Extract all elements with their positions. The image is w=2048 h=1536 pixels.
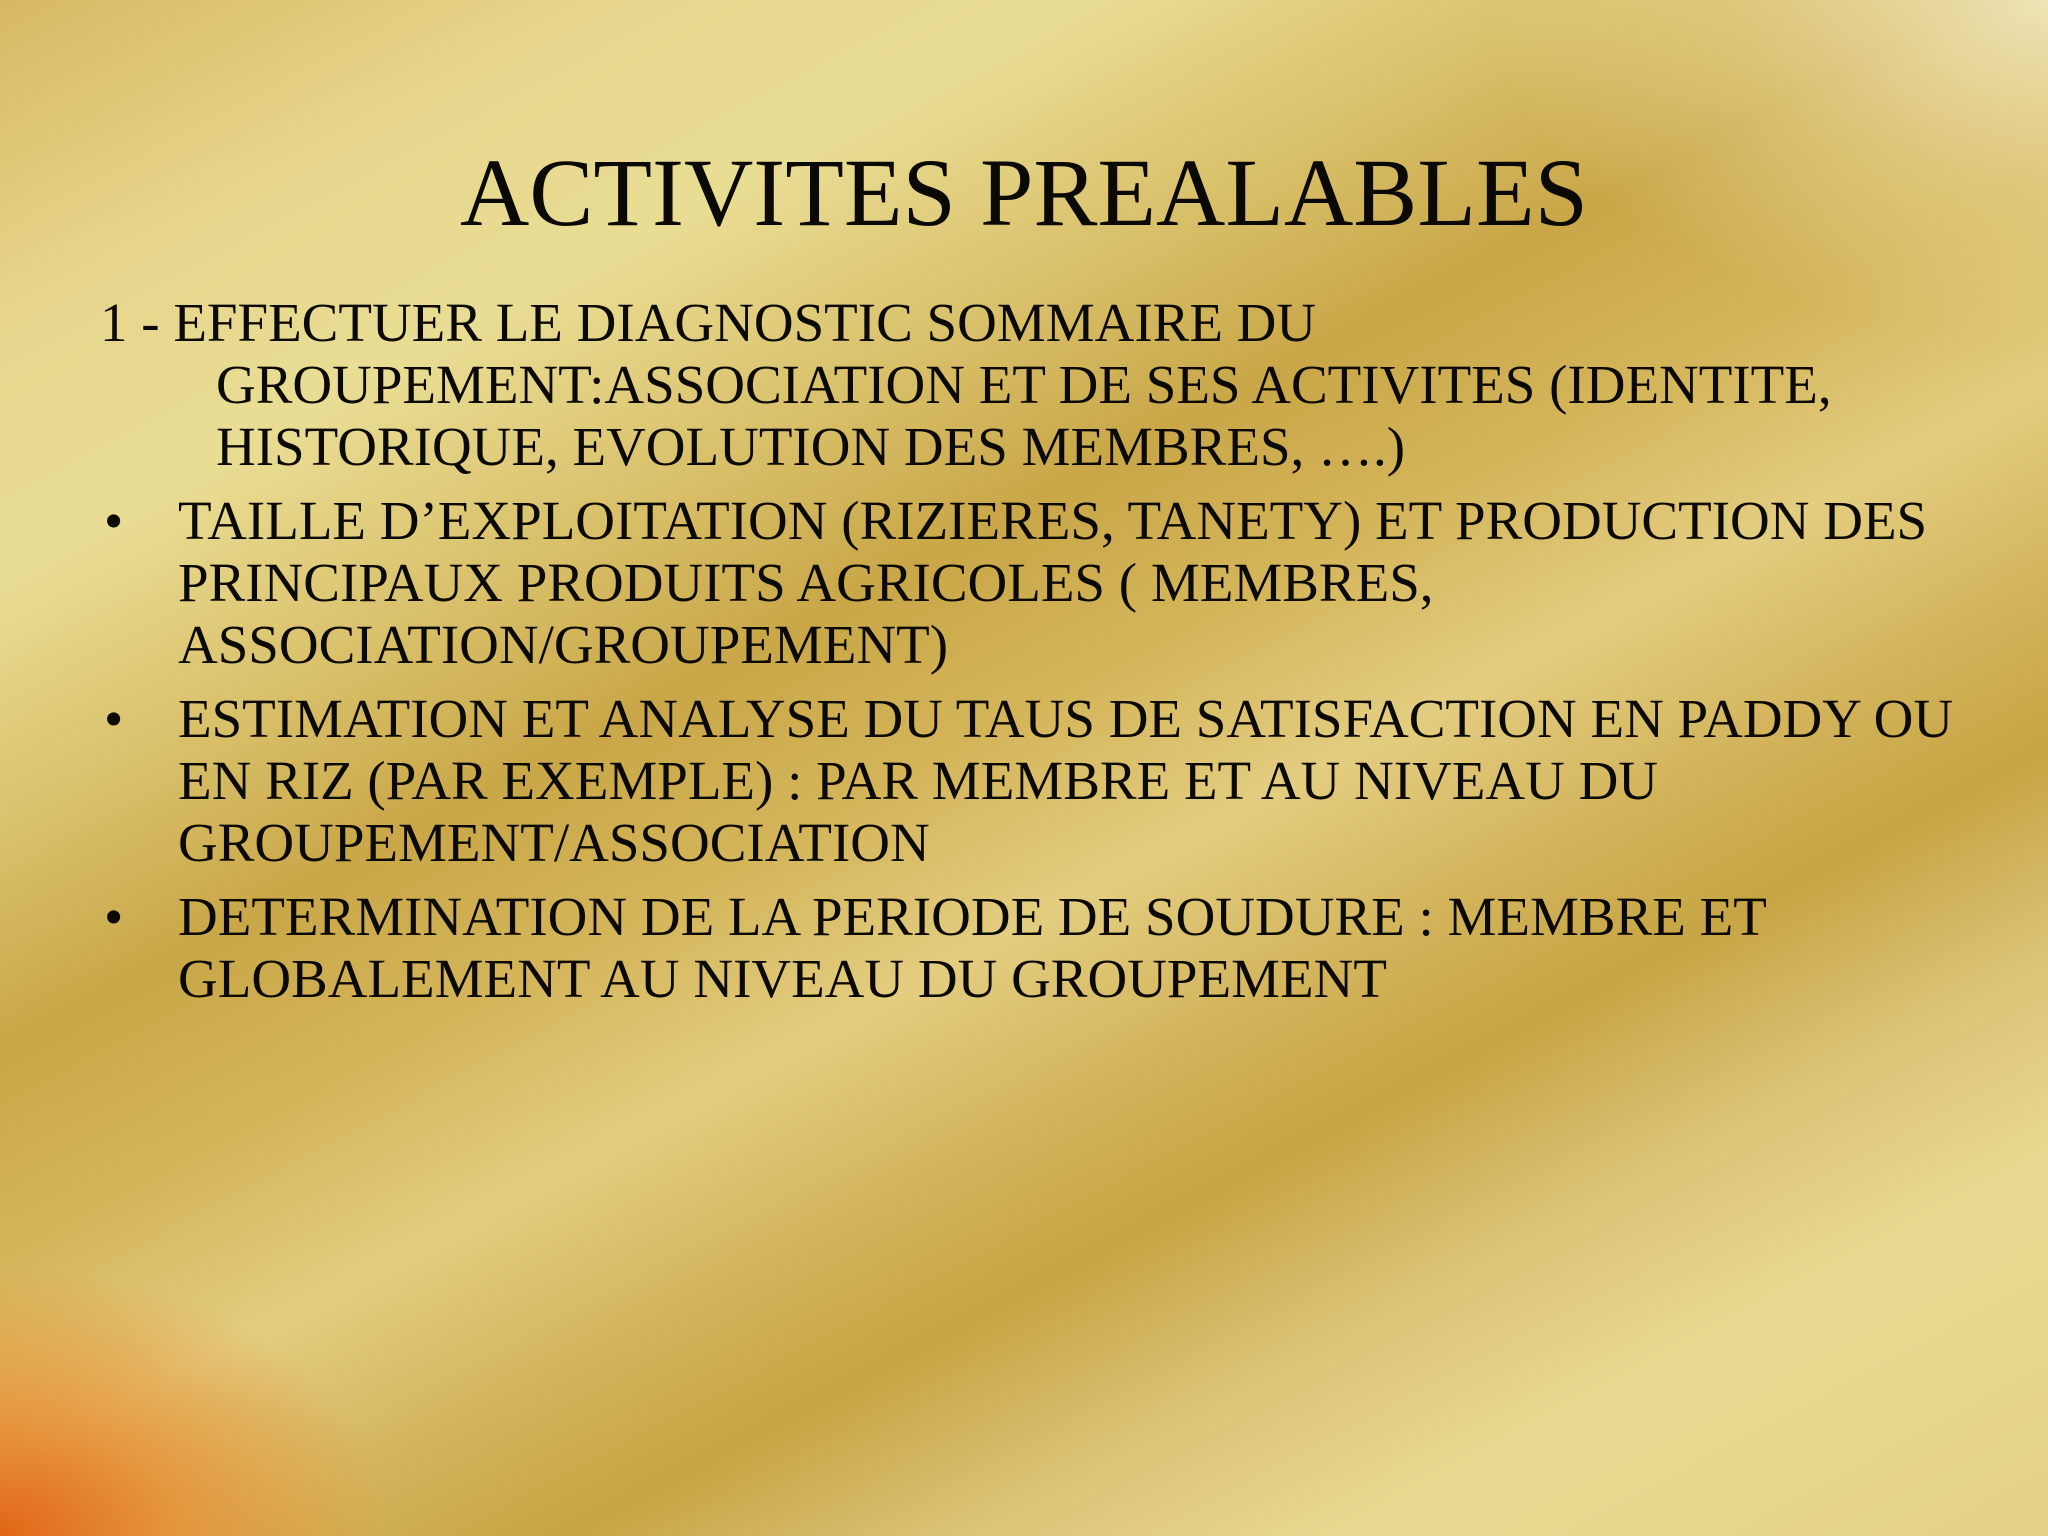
bullet-text: TAILLE D’EXPLOITATION (RIZIERES, TANETY) ET PRODUCTION DES PRINCIPAUX PRODUITS AGRICOLES ( MEMBRES, ASSOCIATION/GROUPEMENT) [178,490,1928,675]
bullet-item [100,688,1980,874]
slide-content [100,292,1980,1022]
bullet-item [100,886,1980,1010]
slide-title: ACTIVITES PREALABLES [460,139,1588,246]
bullet-item [100,490,1980,676]
bullet-icon: • [104,688,124,749]
bullet-icon: • [104,886,124,947]
bullet-icon: • [104,490,124,551]
bullet-list [100,490,1980,1010]
bullet-text: ESTIMATION ET ANALYSE DU TAUS DE SATISFACTION EN PADDY OU EN RIZ (PAR EXEMPLE) : PAR MEMBRE ET AU NIVEAU DU GROUPEMENT/ASSOCIATION [178,688,1954,873]
numbered-item: 1 - EFFECTUER LE DIAGNOSTIC SOMMAIRE DU GROUPEMENT:ASSOCIATION ET DE SES ACTIVITES (IDENTITE, HISTORIQUE, EVOLUTION DES MEMBRES, ….) [100,292,1832,477]
bullet-text: DETERMINATION DE LA PERIODE DE SOUDURE : MEMBRE ET GLOBALEMENT AU NIVEAU DU GROUPEMENT [178,886,1766,1009]
